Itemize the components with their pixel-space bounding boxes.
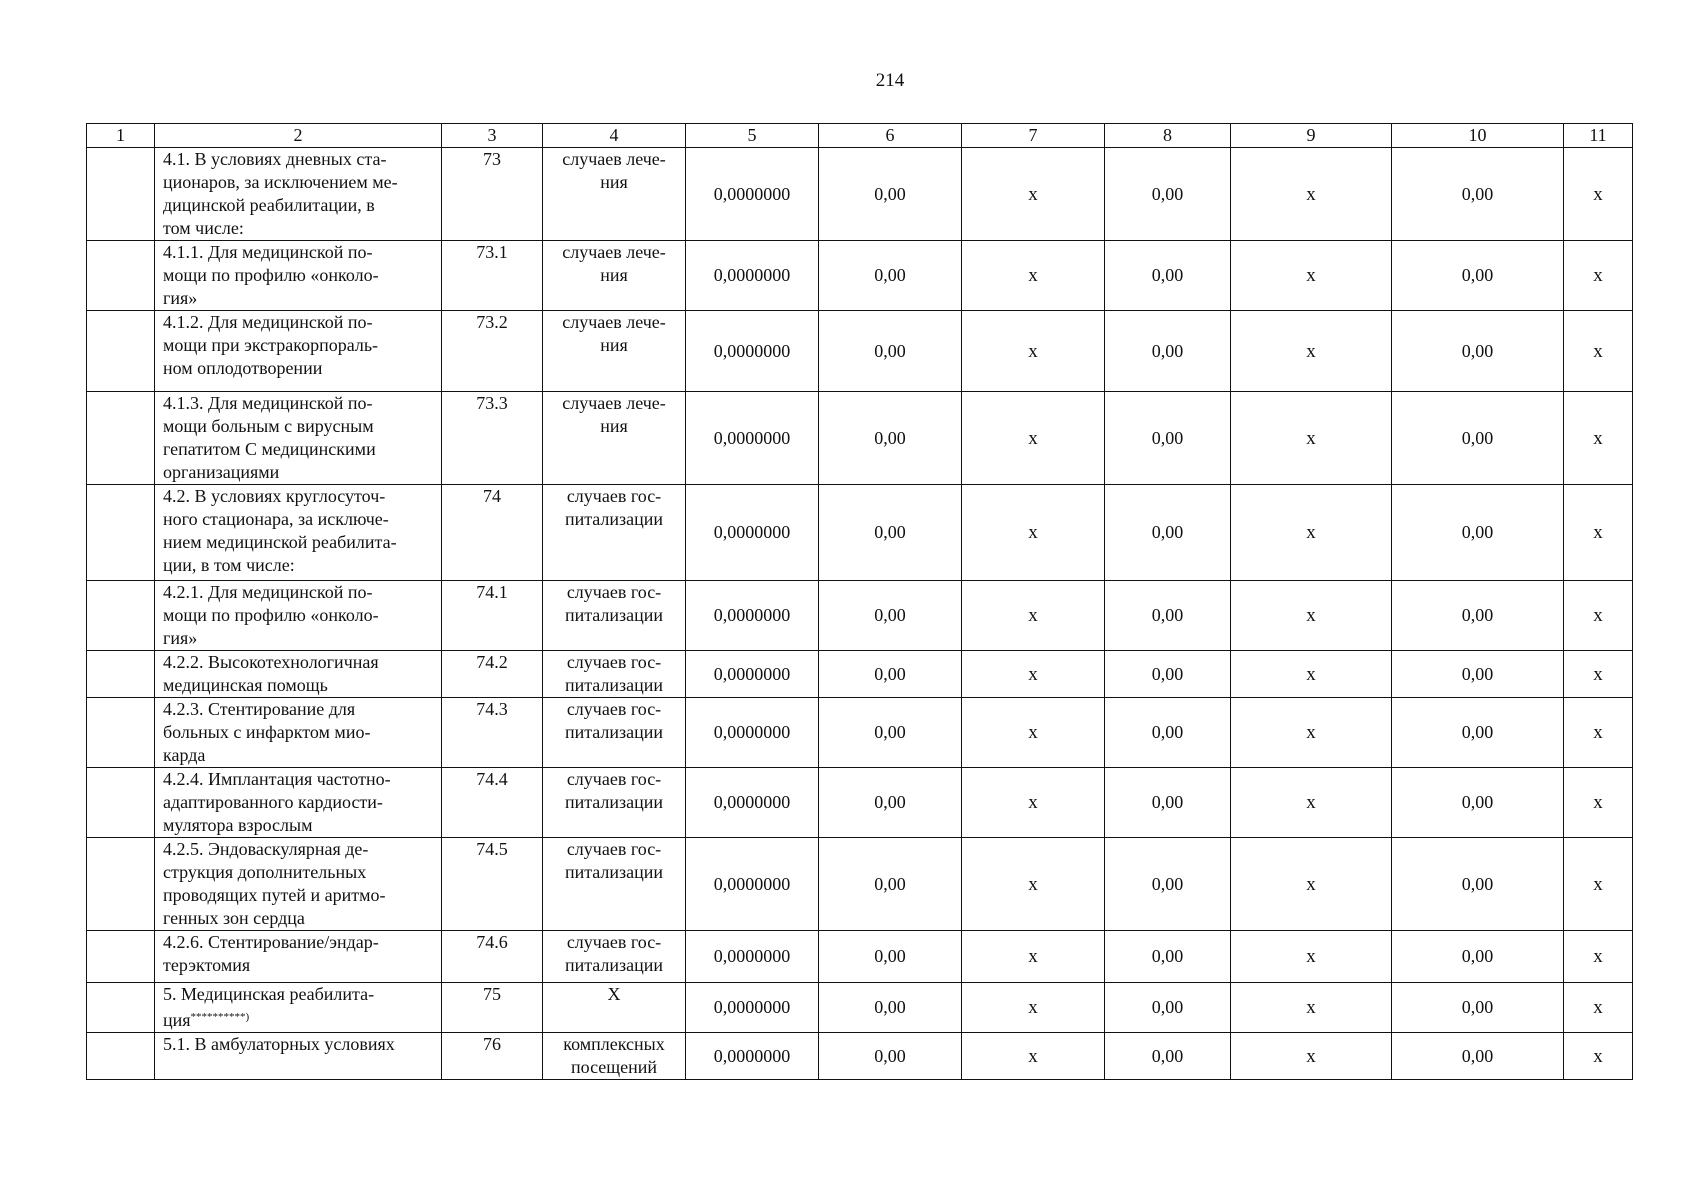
value-col-5: 0,0000000 [686,651,819,698]
x-mark-col-7: х [962,485,1105,581]
value-col-10: 0,00 [1392,485,1564,581]
row-code: 74.5 [442,838,543,931]
value-col-5: 0,0000000 [686,698,819,768]
value-col-10: 0,00 [1392,983,1564,1033]
x-mark-col-7: х [962,768,1105,838]
row-unit: случаев лече- ния [543,311,686,392]
row-code: 75 [442,983,543,1033]
value-col-10: 0,00 [1392,931,1564,983]
row-name: 4.1. В условиях дневных ста- ционаров, за исключением ме- дицинской реабилитации, в том числе: [155,148,442,241]
row-name: 4.2.3. Стентирование для больных с инфарктом мио- карда [155,698,442,768]
header-cell-9: 9 [1231,124,1392,148]
row-name: 4.2.2. Высокотехнологичная медицинская помощь [155,651,442,698]
row-code: 74.1 [442,581,543,651]
row-code: 73.1 [442,241,543,311]
x-mark-col-11: х [1564,983,1633,1033]
x-mark-col-11: х [1564,311,1633,392]
value-col-10: 0,00 [1392,148,1564,241]
row-group-cell [87,1033,155,1080]
value-col-6: 0,00 [819,983,962,1033]
value-col-6: 0,00 [819,838,962,931]
row-code: 74.6 [442,931,543,983]
value-col-6: 0,00 [819,392,962,485]
row-name: 5. Медицинская реабилита- ция**********) [155,983,442,1033]
x-mark-col-9: х [1231,698,1392,768]
row-group-cell [87,241,155,311]
row-group-cell [87,768,155,838]
row-code: 73 [442,148,543,241]
row-unit: случаев гос- питализации [543,838,686,931]
value-col-5: 0,0000000 [686,983,819,1033]
x-mark-col-11: х [1564,768,1633,838]
value-col-10: 0,00 [1392,392,1564,485]
row-name: 4.2. В условиях круглосуточ- ного стационара, за исключе- нием медицинской реабилита- ции, в том числе: [155,485,442,581]
table-row [87,838,1633,931]
row-name: 5.1. В амбулаторных условиях [155,1033,442,1080]
table-row [87,698,1633,768]
x-mark-col-7: х [962,311,1105,392]
value-col-5: 0,0000000 [686,311,819,392]
x-mark-col-11: х [1564,651,1633,698]
row-group-cell [87,392,155,485]
header-row [87,124,1633,148]
x-mark-col-9: х [1231,581,1392,651]
x-mark-col-7: х [962,392,1105,485]
table-body [87,124,1633,1080]
table-row [87,392,1633,485]
x-mark-col-7: х [962,1033,1105,1080]
value-col-8: 0,00 [1105,983,1231,1033]
x-mark-col-7: х [962,983,1105,1033]
row-group-cell [87,485,155,581]
x-mark-col-7: х [962,651,1105,698]
row-group-cell [87,651,155,698]
value-col-6: 0,00 [819,651,962,698]
row-unit: случаев гос- питализации [543,581,686,651]
row-code: 74.3 [442,698,543,768]
table-row [87,148,1633,241]
row-group-cell [87,698,155,768]
value-col-8: 0,00 [1105,838,1231,931]
value-col-5: 0,0000000 [686,241,819,311]
row-code: 73.3 [442,392,543,485]
value-col-6: 0,00 [819,931,962,983]
row-unit: случаев лече- ния [543,392,686,485]
value-col-6: 0,00 [819,698,962,768]
header-cell-6: 6 [819,124,962,148]
header-cell-4: 4 [543,124,686,148]
x-mark-col-7: х [962,698,1105,768]
x-mark-col-9: х [1231,148,1392,241]
row-group-cell [87,581,155,651]
value-col-5: 0,0000000 [686,485,819,581]
row-name: 4.2.6. Стентирование/эндар- терэктомия [155,931,442,983]
value-col-6: 0,00 [819,768,962,838]
table-row [87,1033,1633,1080]
row-group-cell [87,931,155,983]
x-mark-col-11: х [1564,838,1633,931]
value-col-10: 0,00 [1392,651,1564,698]
value-col-10: 0,00 [1392,1033,1564,1080]
x-mark-col-11: х [1564,581,1633,651]
x-mark-col-7: х [962,241,1105,311]
x-mark-col-11: х [1564,485,1633,581]
row-unit: случаев гос- питализации [543,698,686,768]
table-row [87,311,1633,392]
row-code: 74 [442,485,543,581]
row-code: 74.4 [442,768,543,838]
row-unit: случаев лече- ния [543,241,686,311]
header-cell-1: 1 [87,124,155,148]
x-mark-col-7: х [962,931,1105,983]
financing-table [86,123,1633,1080]
value-col-8: 0,00 [1105,392,1231,485]
value-col-8: 0,00 [1105,311,1231,392]
x-mark-col-9: х [1231,311,1392,392]
header-cell-7: 7 [962,124,1105,148]
value-col-8: 0,00 [1105,485,1231,581]
row-name: 4.2.4. Имплантация частотно- адаптированного кардиости- мулятора взрослым [155,768,442,838]
value-col-10: 0,00 [1392,698,1564,768]
footnote-mark: **********) [190,1011,250,1023]
table-row [87,768,1633,838]
row-unit: случаев гос- питализации [543,768,686,838]
table-row [87,983,1633,1033]
table-row [87,931,1633,983]
row-unit: случаев лече- ния [543,148,686,241]
x-mark-col-9: х [1231,241,1392,311]
row-unit: случаев гос- питализации [543,931,686,983]
row-name: 4.2.1. Для медицинской по- мощи по профилю «онколо- гия» [155,581,442,651]
table-row [87,241,1633,311]
value-col-5: 0,0000000 [686,392,819,485]
value-col-8: 0,00 [1105,768,1231,838]
row-unit: случаев гос- питализации [543,485,686,581]
value-col-8: 0,00 [1105,241,1231,311]
value-col-8: 0,00 [1105,581,1231,651]
row-code: 76 [442,1033,543,1080]
value-col-6: 0,00 [819,311,962,392]
value-col-10: 0,00 [1392,838,1564,931]
x-mark-col-7: х [962,838,1105,931]
value-col-6: 0,00 [819,581,962,651]
x-mark-col-11: х [1564,1033,1633,1080]
value-col-8: 0,00 [1105,698,1231,768]
value-col-5: 0,0000000 [686,148,819,241]
row-group-cell [87,311,155,392]
value-col-5: 0,0000000 [686,1033,819,1080]
x-mark-col-7: х [962,581,1105,651]
x-mark-col-9: х [1231,1033,1392,1080]
value-col-6: 0,00 [819,241,962,311]
row-unit: Х [543,983,686,1033]
value-col-10: 0,00 [1392,768,1564,838]
table-row [87,651,1633,698]
x-mark-col-9: х [1231,485,1392,581]
value-col-5: 0,0000000 [686,838,819,931]
value-col-6: 0,00 [819,148,962,241]
x-mark-col-9: х [1231,838,1392,931]
x-mark-col-9: х [1231,651,1392,698]
x-mark-col-11: х [1564,931,1633,983]
header-cell-2: 2 [155,124,442,148]
x-mark-col-7: х [962,148,1105,241]
x-mark-col-9: х [1231,983,1392,1033]
x-mark-col-11: х [1564,241,1633,311]
header-cell-8: 8 [1105,124,1231,148]
row-unit: случаев гос- питализации [543,651,686,698]
row-code: 74.2 [442,651,543,698]
row-name: 4.2.5. Эндоваскулярная де- струкция дополнительных проводящих путей и аритмо- генных зон сердца [155,838,442,931]
value-col-5: 0,0000000 [686,581,819,651]
table-row [87,581,1633,651]
value-col-10: 0,00 [1392,311,1564,392]
value-col-5: 0,0000000 [686,768,819,838]
value-col-10: 0,00 [1392,241,1564,311]
row-code: 73.2 [442,311,543,392]
x-mark-col-9: х [1231,768,1392,838]
value-col-5: 0,0000000 [686,931,819,983]
header-cell-11: 11 [1564,124,1633,148]
value-col-10: 0,00 [1392,581,1564,651]
value-col-8: 0,00 [1105,1033,1231,1080]
table-row [87,485,1633,581]
value-col-8: 0,00 [1105,148,1231,241]
page-number: 214 [875,70,905,91]
row-name: 4.1.3. Для медицинской по- мощи больным с вирусным гепатитом С медицинскими организациями [155,392,442,485]
value-col-8: 0,00 [1105,931,1231,983]
x-mark-col-9: х [1231,392,1392,485]
x-mark-col-11: х [1564,698,1633,768]
x-mark-col-11: х [1564,148,1633,241]
header-cell-10: 10 [1392,124,1564,148]
row-unit: комплексных посещений [543,1033,686,1080]
row-group-cell [87,838,155,931]
value-col-6: 0,00 [819,485,962,581]
value-col-8: 0,00 [1105,651,1231,698]
header-cell-3: 3 [442,124,543,148]
row-name: 4.1.2. Для медицинской по- мощи при экстракорпораль- ном оплодотворении [155,311,442,392]
row-group-cell [87,983,155,1033]
row-group-cell [87,148,155,241]
row-name: 4.1.1. Для медицинской по- мощи по профилю «онколо- гия» [155,241,442,311]
value-col-6: 0,00 [819,1033,962,1080]
x-mark-col-11: х [1564,392,1633,485]
header-cell-5: 5 [686,124,819,148]
x-mark-col-9: х [1231,931,1392,983]
